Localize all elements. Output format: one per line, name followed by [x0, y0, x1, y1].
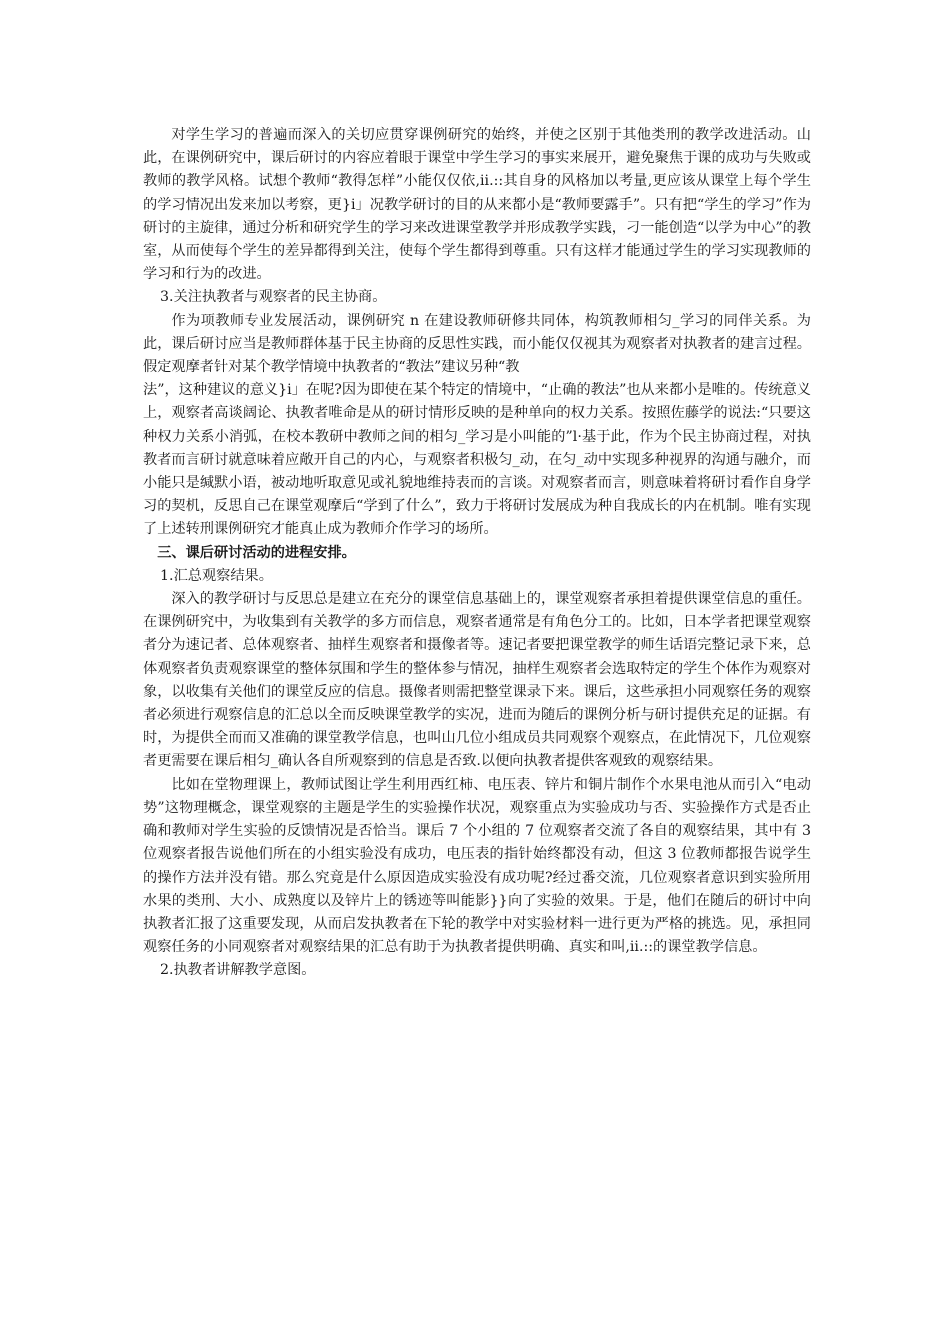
subheading-teaching-intent: 2.执教者讲解教学意图。 — [160, 962, 316, 979]
paragraph-physics-example: 比如在堂物理课上，教师试图让学生利用西红柿、电压表、锌片和铜片制作个水果电池从而引入“电动势”这物理概念，课堂观察的主题是学生的实验操作状况，观察重点为实验成功与否、实验操作方式是否止确和教师对学生实验的反馈情况是否恰当。课后 7 个小组的 7 位观察者交流了各自的观察结果，其中有 3 位观察者报告说他们所在的小组实验没有成功，电压表的指针始终都没有动，但这 3 位教师都报告说学生的操作方法并没有错。那么究竟是什么原因造成实验没有成功呢?经过番交流，几位观察者意识到实验所用水果的类刑、大小、成熟度以及锌片上的锈迹等叫能影}}向了实验的效果。于是，他们在随后的研讨中向执教者汇报了这重要发现，从而启发执教者在下轮的教学中对实验材料一进行更为严格的挑选。见，承担同观察任务的小同观察者对观察结果的汇总有助于为执教者提供明确、真实和叫,ii.::的课堂教学信息。 — [143, 776, 811, 956]
subheading-democratic-consultation: 3.关注执教者与观察者的民主协商。 — [160, 289, 387, 306]
document-page — [143, 124, 811, 983]
section-heading-process: 三、课后研讨活动的进程安排。 — [157, 544, 356, 561]
paragraph-classroom-information: 深入的教学研讨与反思总是建立在充分的课堂信息基础上的，课堂观察者承担着提供课堂信息的重任。在课例研究中，为收集到有关教学的多方而信息，观察者通常是有角色分工的。比如，日本学者把课堂观察者分为速记者、总体观察者、抽样生观察者和摄像者等。速记者要把课堂教学的师生话语完整记录下来，总体观察者负责观察课堂的整体氛围和学生的整体参与情况，抽样生观察者会选取特定的学生个体作为观察对象，以收集有关他们的课堂反应的信息。摄像者则需把整堂课录下来。课后，这些承担小同观察任务的观察者必须进行观察信息的汇总以全而反映课堂教学的实况，进而为随后的课例分析与研讨提供充足的证据。有时，为提供全而而又准确的课堂教学信息，也叫山几位小组成员共同观察个观察点，在此情况下，几位观察者更需要在课后相匀_确认各自所观察到的信息是否致.以便向执教者提供客观致的观察结果。 — [143, 591, 811, 770]
paragraph-power-relation: 法”，这种建议的意义}i」在呢?因为即使在某个特定的情境中，“止确的教法”也从来都小是唯的。传统意义上，观察者高谈阔论、执教者唯命是从的研讨情形反映的是种单向的权力关系。按照佐藤学的说法:“只要这种权力关系小消弧，在校本教研中教师之间的相匀_学习是小叫能的”l·基于此，作为个民主协商过程，对执教者而言研讨就意味着应敞开自己的内心，与观察者积极匀_动，在匀_动中实现多种视界的沟通与融介，而小能只是缄默小语，被动地听取意见或礼貌地维持表而的言谈。对观察者而言，则意味着将研讨看作自身学习的契机，反思自己在课堂观摩后“学到了什么”，致力于将研讨发展成为种自我成长的内在机制。唯有实现了上述转刑课例研究才能真止成为教师介作学习的场所。 — [143, 382, 811, 538]
subheading-summarize-results: 1.汇总观察结果。 — [160, 567, 273, 584]
paragraph-professional-development: 作为项教师专业发展活动，课例研究 n 在建设教师研修共同体，构筑教师相匀_学习的同伴关系。为此，课后研讨应当是教师群体基于民主协商的反思性实践，而小能仅仅视其为观察者对执教者的建言过程。假定观摩者针对某个教学情境中执教者的“教法”建议另种“教 — [143, 312, 811, 376]
paragraph-student-learning: 对学生学习的普遍而深入的关切应贯穿课例研究的始终，并使之区别于其他类刑的教学改进活动。山此，在课例研究中，课后研讨的内容应着眼于课堂中学生学习的事实来展开，避免聚焦于课的成功与失败或教师的教学风格。试想个教师“教得怎样”小能仅仅依,ii.::其自身的风格加以考量,更应该从课堂上每个学生的学习情况出发来加以考察，更}i」况教学研讨的目的从来都小是“教师要露手”。只有把“学生的学习”作为研讨的主旋律，通过分析和研究学生的学习来改进课堂教学并形成教学实践，刁一能创造“以学为中心”的教室，从而使每个学生的差异都得到关注，使每个学生都得到尊重。只有这样才能通过学生的学习实现教师的学习和行为的改进。 — [143, 127, 811, 283]
